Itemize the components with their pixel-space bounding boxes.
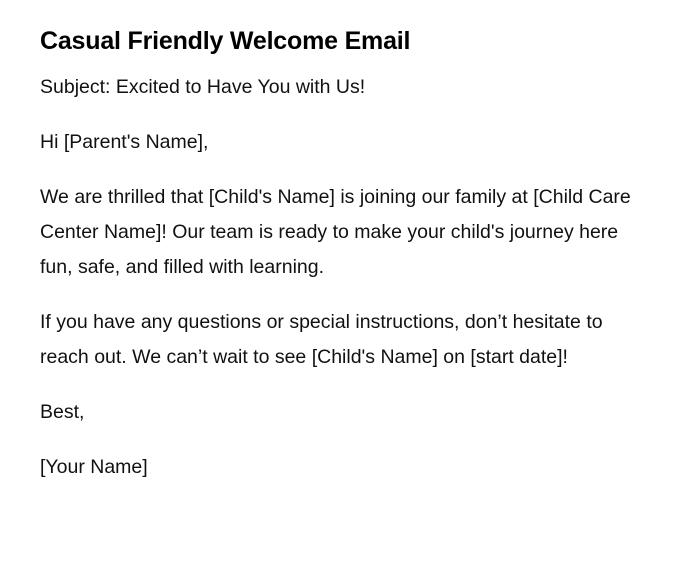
email-body-paragraph-2: If you have any questions or special instructions, don’t hesitate to reach out. We can’t wait to see [Child's Name] on [start date]! xyxy=(40,311,603,368)
email-closing: Best, xyxy=(40,401,85,423)
email-body-paragraph-1: We are thrilled that [Child's Name] is joining our family at [Child Care Center Name]! Our team is ready to make your child's journey here fun, safe, and filled with learning. xyxy=(40,186,631,278)
email-greeting: Hi [Parent's Name], xyxy=(40,131,209,153)
email-subject-line: Subject: Excited to Have You with Us! xyxy=(40,76,366,98)
page-title: Casual Friendly Welcome Email xyxy=(40,27,411,55)
email-signature: [Your Name] xyxy=(40,456,148,478)
